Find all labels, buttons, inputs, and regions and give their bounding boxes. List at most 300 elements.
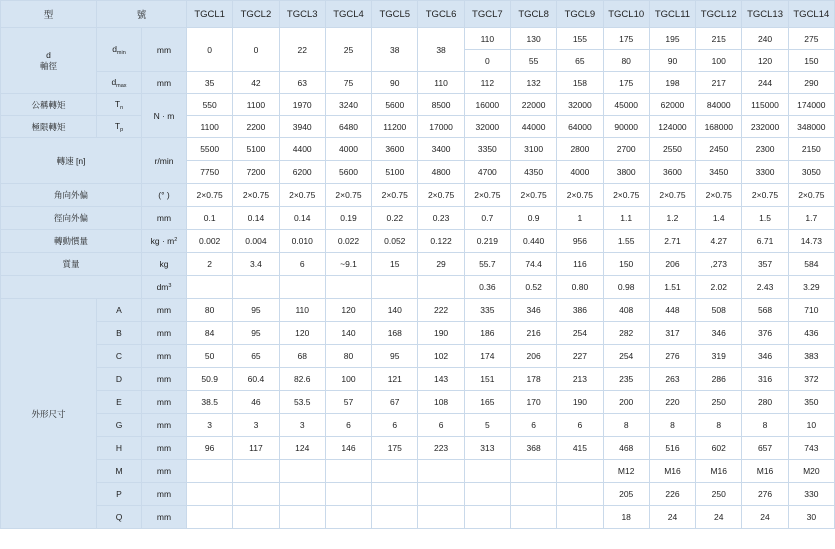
- dimension-value: 38.5: [187, 391, 233, 414]
- speed-value: 3450: [696, 161, 742, 184]
- dimension-letter: E: [97, 391, 142, 414]
- tn-value: 115000: [742, 94, 788, 116]
- speed-value: 3350: [464, 138, 510, 161]
- speed-label: 轉速 [n]: [1, 138, 142, 184]
- radial-value: 1.7: [788, 207, 834, 230]
- angular-value: 2×0.75: [603, 184, 649, 207]
- volume-value: [279, 276, 325, 299]
- mass-value: 206: [649, 253, 695, 276]
- volume-unit-superscript: 3: [168, 283, 172, 289]
- speed-value: 5600: [325, 161, 371, 184]
- torque-peak-row: [1, 116, 835, 138]
- angular-value: 2×0.75: [187, 184, 233, 207]
- dimension-value: 5: [464, 414, 510, 437]
- dimension-value: 95: [233, 299, 279, 322]
- dimension-value: 174: [464, 345, 510, 368]
- tn-value: 1100: [233, 94, 279, 116]
- dmax-value: 217: [696, 72, 742, 94]
- dimension-value: 190: [557, 391, 603, 414]
- dimension-value: 8: [742, 414, 788, 437]
- angular-value: 2×0.75: [464, 184, 510, 207]
- dimension-row: [1, 391, 835, 414]
- dimension-value: M20: [788, 460, 834, 483]
- dmax-symbol-symbol: d: [111, 76, 117, 87]
- tn-symbol-subscript: n: [120, 104, 124, 111]
- inertia-label: 轉動慣量: [1, 230, 142, 253]
- dimension-letter: M: [97, 460, 142, 483]
- tp-value: 348000: [788, 116, 834, 138]
- dimension-value: 263: [649, 368, 695, 391]
- shaft-unit: mm: [142, 72, 187, 94]
- dimension-row: [1, 460, 835, 483]
- dimension-value: 120: [325, 299, 371, 322]
- dimension-value: 220: [649, 391, 695, 414]
- volume-value: 1.51: [649, 276, 695, 299]
- volume-row: [1, 276, 835, 299]
- dimension-value: 3: [279, 414, 325, 437]
- dmin-value: 195: [649, 28, 695, 50]
- dimension-value: 376: [742, 322, 788, 345]
- dmin-value: 0: [187, 28, 233, 72]
- dimension-value: 124: [279, 437, 325, 460]
- dimension-value: 60.4: [233, 368, 279, 391]
- dimensions-label: 外形尺寸: [1, 299, 97, 529]
- angular-value: 2×0.75: [233, 184, 279, 207]
- dmax-value: 132: [510, 72, 556, 94]
- dimension-value: 84: [187, 322, 233, 345]
- dimension-letter: G: [97, 414, 142, 437]
- tn-value: 22000: [510, 94, 556, 116]
- dmin-value: 38: [418, 28, 464, 72]
- dimension-value: 657: [742, 437, 788, 460]
- volume-value: 0.98: [603, 276, 649, 299]
- dimension-value: 205: [603, 483, 649, 506]
- dimension-value: 65: [233, 345, 279, 368]
- mass-value: 357: [742, 253, 788, 276]
- dimension-row: [1, 299, 835, 322]
- dmax-value: 90: [372, 72, 418, 94]
- dimension-value: [372, 460, 418, 483]
- dimension-value: 3: [233, 414, 279, 437]
- dimension-unit: mm: [142, 322, 187, 345]
- inertia-value: 0.002: [187, 230, 233, 253]
- angular-value: 2×0.75: [372, 184, 418, 207]
- tn-value: 3240: [325, 94, 371, 116]
- model-column-header: TGCL4: [325, 1, 371, 28]
- model-column-header: TGCL5: [372, 1, 418, 28]
- dimension-row: [1, 368, 835, 391]
- speed-value: 7750: [187, 161, 233, 184]
- dimension-unit: mm: [142, 345, 187, 368]
- dimension-value: [187, 483, 233, 506]
- dimension-value: 175: [372, 437, 418, 460]
- dimension-value: 190: [418, 322, 464, 345]
- speed-value: 4700: [464, 161, 510, 184]
- volume-value: 2.02: [696, 276, 742, 299]
- dmin-value: 215: [696, 28, 742, 50]
- speed-value: 3050: [788, 161, 834, 184]
- mass-label: 質量: [1, 253, 142, 276]
- dimension-value: 227: [557, 345, 603, 368]
- dimension-value: 743: [788, 437, 834, 460]
- inertia-value: 0.022: [325, 230, 371, 253]
- dimension-value: 143: [418, 368, 464, 391]
- tn-value: 62000: [649, 94, 695, 116]
- dimension-value: [464, 460, 510, 483]
- dimension-value: [418, 460, 464, 483]
- dimension-value: [279, 460, 325, 483]
- dimension-value: 6: [557, 414, 603, 437]
- dimension-value: [557, 483, 603, 506]
- dimension-value: 108: [418, 391, 464, 414]
- angular-value: 2×0.75: [742, 184, 788, 207]
- radial-value: 0.14: [279, 207, 325, 230]
- volume-value: 2.43: [742, 276, 788, 299]
- dimension-row: [1, 483, 835, 506]
- speed-value: 4800: [418, 161, 464, 184]
- radial-value: 0.7: [464, 207, 510, 230]
- radial-value: 0.19: [325, 207, 371, 230]
- dimension-value: 24: [696, 506, 742, 529]
- dimension-value: 346: [742, 345, 788, 368]
- speed-value: 2450: [696, 138, 742, 161]
- dmin-value: 38: [372, 28, 418, 72]
- dimension-value: 53.5: [279, 391, 325, 414]
- radial-value: 0.23: [418, 207, 464, 230]
- radial-value: 1.5: [742, 207, 788, 230]
- speed-value: 3800: [603, 161, 649, 184]
- inertia-unit: [142, 230, 187, 253]
- model-column-header: TGCL14: [788, 1, 834, 28]
- dimension-value: 386: [557, 299, 603, 322]
- dimension-value: 206: [510, 345, 556, 368]
- dmin-value: 65: [557, 50, 603, 72]
- number-header-label: 號: [97, 1, 187, 28]
- dimension-value: [557, 506, 603, 529]
- dimension-value: 235: [603, 368, 649, 391]
- shaft-unit: mm: [142, 28, 187, 72]
- dimension-unit: mm: [142, 299, 187, 322]
- dimension-value: [372, 483, 418, 506]
- inertia-value: 4.27: [696, 230, 742, 253]
- speed-value: 2150: [788, 138, 834, 161]
- tn-value: 5600: [372, 94, 418, 116]
- dimension-value: 372: [788, 368, 834, 391]
- dimension-value: 50.9: [187, 368, 233, 391]
- dimension-value: 448: [649, 299, 695, 322]
- angular-value: 2×0.75: [696, 184, 742, 207]
- dimension-value: M12: [603, 460, 649, 483]
- dmax-value: 63: [279, 72, 325, 94]
- volume-value: [325, 276, 371, 299]
- tp-value: 2200: [233, 116, 279, 138]
- dimension-value: 24: [649, 506, 695, 529]
- dimension-value: 710: [788, 299, 834, 322]
- speed-value: 3300: [742, 161, 788, 184]
- dmin-value: 55: [510, 50, 556, 72]
- dimension-value: 213: [557, 368, 603, 391]
- tn-value: 32000: [557, 94, 603, 116]
- dmin-value: 240: [742, 28, 788, 50]
- mass-value: ,273: [696, 253, 742, 276]
- dimension-value: 6: [372, 414, 418, 437]
- angular-value: 2×0.75: [788, 184, 834, 207]
- speed-value: 2700: [603, 138, 649, 161]
- radial-value: 1: [557, 207, 603, 230]
- dimension-value: 168: [372, 322, 418, 345]
- dmax-value: 75: [325, 72, 371, 94]
- model-column-header: TGCL2: [233, 1, 279, 28]
- dimension-value: 96: [187, 437, 233, 460]
- dmax-value: 175: [603, 72, 649, 94]
- dimension-row: [1, 345, 835, 368]
- dmin-value: 90: [649, 50, 695, 72]
- mass-value: 6: [279, 253, 325, 276]
- dimension-value: 346: [696, 322, 742, 345]
- dimension-value: 222: [418, 299, 464, 322]
- dimension-value: 335: [464, 299, 510, 322]
- dimension-value: 216: [510, 322, 556, 345]
- shaft-d-symbol: d: [46, 49, 51, 60]
- tp-value: 11200: [372, 116, 418, 138]
- speed-value: 3400: [418, 138, 464, 161]
- dimension-value: 602: [696, 437, 742, 460]
- speed-value: 3100: [510, 138, 556, 161]
- dmin-value: 100: [696, 50, 742, 72]
- dimension-value: 286: [696, 368, 742, 391]
- dimension-value: 140: [325, 322, 371, 345]
- angular-value: 2×0.75: [418, 184, 464, 207]
- tp-value: 124000: [649, 116, 695, 138]
- mass-row: [1, 253, 835, 276]
- dimension-value: 95: [233, 322, 279, 345]
- dimension-unit: mm: [142, 414, 187, 437]
- dimension-value: M16: [696, 460, 742, 483]
- header-row: [1, 1, 835, 28]
- mass-value: 150: [603, 253, 649, 276]
- inertia-value: 0.440: [510, 230, 556, 253]
- mass-value: 2: [187, 253, 233, 276]
- dimension-value: 276: [649, 345, 695, 368]
- volume-value: 3.29: [788, 276, 834, 299]
- dmin-value: 80: [603, 50, 649, 72]
- shaft-dmax-row: [1, 72, 835, 94]
- inertia-value: 2.71: [649, 230, 695, 253]
- dimension-value: 120: [279, 322, 325, 345]
- dimension-value: [464, 506, 510, 529]
- tp-value: 168000: [696, 116, 742, 138]
- radial-value: 0.9: [510, 207, 556, 230]
- mass-value: 116: [557, 253, 603, 276]
- dimension-value: 146: [325, 437, 371, 460]
- dmin-value: 150: [788, 50, 834, 72]
- dimension-value: 316: [742, 368, 788, 391]
- inertia-row: [1, 230, 835, 253]
- inertia-value: 956: [557, 230, 603, 253]
- volume-value: [187, 276, 233, 299]
- dmin-symbol-symbol: d: [112, 43, 117, 54]
- dimension-value: [372, 506, 418, 529]
- volume-value: 0.80: [557, 276, 603, 299]
- speed-value: 5100: [372, 161, 418, 184]
- dimension-value: [279, 483, 325, 506]
- dimension-value: M16: [649, 460, 695, 483]
- speed-value: 2800: [557, 138, 603, 161]
- dimension-value: 67: [372, 391, 418, 414]
- dimension-value: 8: [649, 414, 695, 437]
- dimension-value: 95: [372, 345, 418, 368]
- speed-value: 2300: [742, 138, 788, 161]
- radial-label: 徑向外偏: [1, 207, 142, 230]
- dimension-value: [325, 483, 371, 506]
- dimension-letter: C: [97, 345, 142, 368]
- inertia-value: 1.55: [603, 230, 649, 253]
- speed-unit: r/min: [142, 138, 187, 184]
- angular-value: 2×0.75: [649, 184, 695, 207]
- volume-value: 0.36: [464, 276, 510, 299]
- volume-value: [372, 276, 418, 299]
- dimension-value: 200: [603, 391, 649, 414]
- dimension-value: 170: [510, 391, 556, 414]
- inertia-value: 14.73: [788, 230, 834, 253]
- dimension-value: [510, 506, 556, 529]
- dimension-value: [187, 506, 233, 529]
- tp-value: 1100: [187, 116, 233, 138]
- dmax-symbol: [97, 72, 142, 94]
- dimension-value: 6: [325, 414, 371, 437]
- speed-value: 4000: [325, 138, 371, 161]
- tp-value: 32000: [464, 116, 510, 138]
- dimension-value: 280: [742, 391, 788, 414]
- tn-symbol: [97, 94, 142, 116]
- inertia-unit-superscript: 2: [174, 237, 178, 243]
- model-column-header: TGCL1: [187, 1, 233, 28]
- tp-value: 90000: [603, 116, 649, 138]
- dimension-value: [325, 506, 371, 529]
- dimension-value: 18: [603, 506, 649, 529]
- model-column-header: TGCL12: [696, 1, 742, 28]
- dimension-value: 57: [325, 391, 371, 414]
- dimension-letter: D: [97, 368, 142, 391]
- tn-value: 1970: [279, 94, 325, 116]
- dimension-letter: B: [97, 322, 142, 345]
- dimension-value: 121: [372, 368, 418, 391]
- tp-value: 6480: [325, 116, 371, 138]
- dimension-value: [418, 483, 464, 506]
- dimension-value: 178: [510, 368, 556, 391]
- dmin-value: 25: [325, 28, 371, 72]
- dimension-value: 68: [279, 345, 325, 368]
- model-column-header: TGCL8: [510, 1, 556, 28]
- dmax-value: 110: [418, 72, 464, 94]
- dimension-unit: mm: [142, 437, 187, 460]
- dimension-value: 383: [788, 345, 834, 368]
- dimension-value: [279, 506, 325, 529]
- shaft-name: 軸徑: [39, 60, 57, 71]
- mass-value: 15: [372, 253, 418, 276]
- dimension-value: 80: [325, 345, 371, 368]
- dimension-unit: mm: [142, 483, 187, 506]
- tp-value: 17000: [418, 116, 464, 138]
- speed-value: 7200: [233, 161, 279, 184]
- dimension-value: 100: [325, 368, 371, 391]
- tp-symbol: [97, 116, 142, 138]
- dimension-value: 350: [788, 391, 834, 414]
- dimension-value: 110: [279, 299, 325, 322]
- dimension-value: 436: [788, 322, 834, 345]
- inertia-value: 6.71: [742, 230, 788, 253]
- dimension-value: 8: [603, 414, 649, 437]
- angular-row: [1, 184, 835, 207]
- radial-value: 1.4: [696, 207, 742, 230]
- speed-value: 3600: [372, 138, 418, 161]
- dimension-value: 276: [742, 483, 788, 506]
- dimension-unit: mm: [142, 460, 187, 483]
- inertia-value: 0.122: [418, 230, 464, 253]
- dmax-symbol-subscript: max: [116, 82, 127, 89]
- dmax-value: 244: [742, 72, 788, 94]
- tp-value: 232000: [742, 116, 788, 138]
- dimension-value: 250: [696, 391, 742, 414]
- shaft-diameter-label: [1, 28, 97, 94]
- dimension-value: [557, 460, 603, 483]
- dimension-unit: mm: [142, 368, 187, 391]
- mass-value: 584: [788, 253, 834, 276]
- inertia-value: 0.219: [464, 230, 510, 253]
- dimension-value: 368: [510, 437, 556, 460]
- dmax-value: 158: [557, 72, 603, 94]
- radial-value: 0.1: [187, 207, 233, 230]
- angular-unit: (° ): [142, 184, 187, 207]
- model-column-header: TGCL7: [464, 1, 510, 28]
- dimension-value: 50: [187, 345, 233, 368]
- dimension-value: 415: [557, 437, 603, 460]
- dimension-unit: mm: [142, 391, 187, 414]
- tn-symbol-symbol: T: [114, 98, 121, 109]
- mass-value: 55.7: [464, 253, 510, 276]
- volume-unit-symbol: dm: [156, 282, 169, 292]
- dmin-value: 155: [557, 28, 603, 50]
- dimension-value: [325, 460, 371, 483]
- dmin-value: 120: [742, 50, 788, 72]
- dimension-value: 151: [464, 368, 510, 391]
- dimension-value: [510, 460, 556, 483]
- dimension-value: [464, 483, 510, 506]
- radial-unit: mm: [142, 207, 187, 230]
- dimension-value: 46: [233, 391, 279, 414]
- dmax-value: 42: [233, 72, 279, 94]
- dmax-value: 290: [788, 72, 834, 94]
- dimension-value: [187, 460, 233, 483]
- dmin-value: 130: [510, 28, 556, 50]
- dimension-value: 165: [464, 391, 510, 414]
- speed-value: 2550: [649, 138, 695, 161]
- inertia-value: 0.052: [372, 230, 418, 253]
- dmin-value: 175: [603, 28, 649, 50]
- speed-value: 5500: [187, 138, 233, 161]
- dimension-letter: P: [97, 483, 142, 506]
- tp-symbol-symbol: T: [114, 120, 121, 131]
- model-column-header: TGCL11: [649, 1, 695, 28]
- dimension-value: 6: [418, 414, 464, 437]
- angular-value: 2×0.75: [510, 184, 556, 207]
- model-column-header: TGCL13: [742, 1, 788, 28]
- dimension-row: [1, 414, 835, 437]
- dimension-value: 226: [649, 483, 695, 506]
- dimension-value: 3: [187, 414, 233, 437]
- radial-value: 1.2: [649, 207, 695, 230]
- model-column-header: TGCL10: [603, 1, 649, 28]
